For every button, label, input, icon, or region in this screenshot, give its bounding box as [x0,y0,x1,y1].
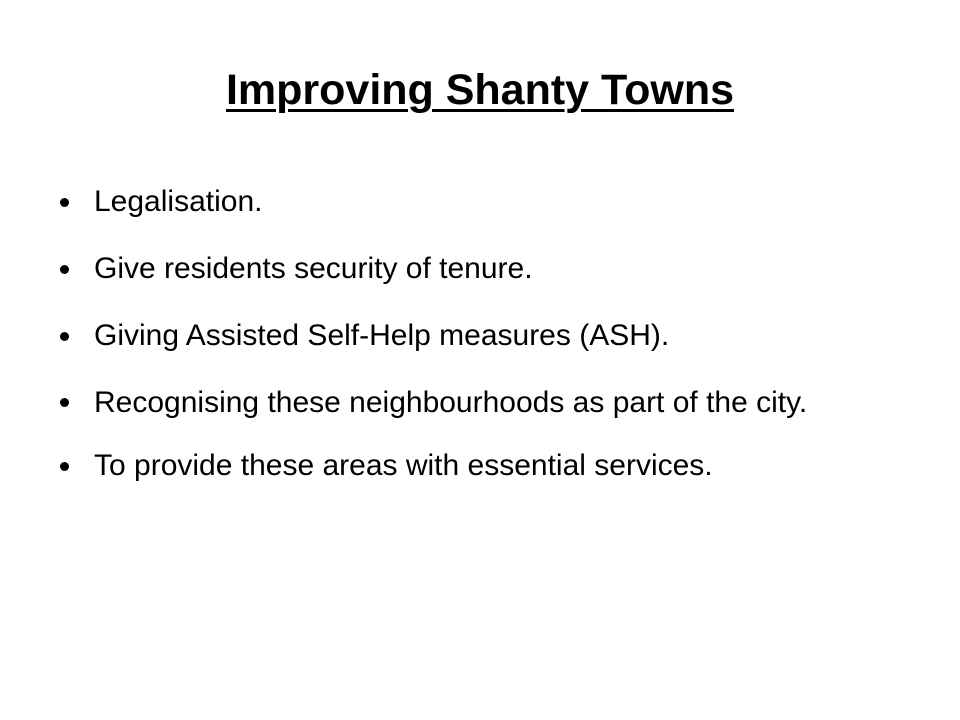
bullet-item-legalisation [60,178,900,226]
bullet-dot-icon [60,198,69,207]
bullet-item-recognising-neighbourhoods [60,379,900,423]
bullet-text: Giving Assisted Self-Help measures (ASH). [94,319,670,352]
bullet-item-essential-services [60,442,900,490]
bullet-item-assisted-self-help [60,312,900,360]
bullet-dot-icon [60,332,69,341]
bullet-list [60,178,900,509]
bullet-item-security-of-tenure [60,245,900,293]
bullet-text: Give residents security of tenure. [94,252,533,285]
bullet-dot-icon [60,398,69,407]
bullet-dot-icon [60,462,69,471]
bullet-text: Legalisation. [94,185,263,218]
bullet-text: To provide these areas with essential services. [94,449,713,482]
bullet-text: Recognising these neighbourhoods as part of the city. [94,386,808,419]
slide-title: Improving Shanty Towns [225,66,735,114]
bullet-dot-icon [60,265,69,274]
